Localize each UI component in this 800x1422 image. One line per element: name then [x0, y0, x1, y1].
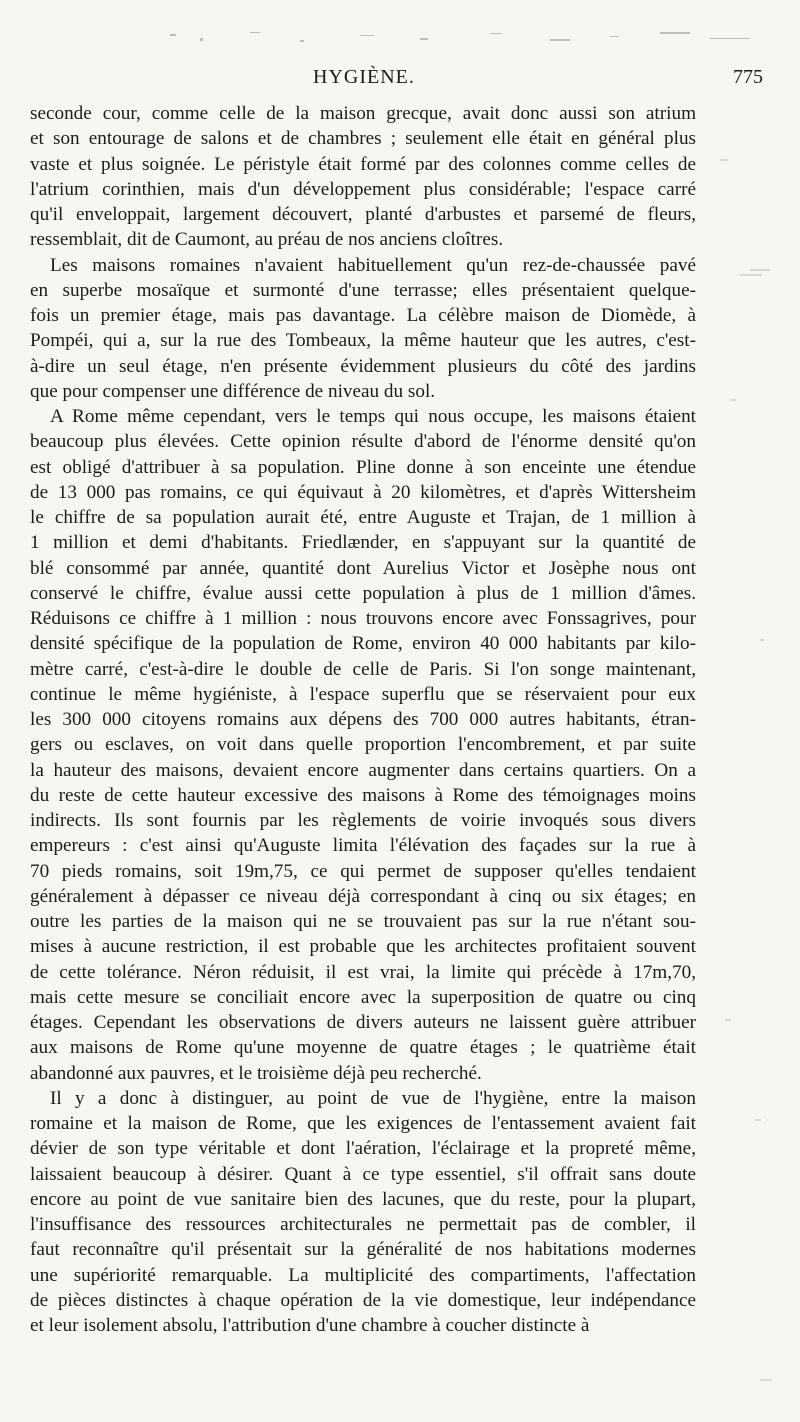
text-line: Il y a donc à distinguer, au point de vue de l'hygiène, entre la maison: [50, 1087, 696, 1109]
text-line: le chiffre de sa population aurait été, entre Auguste et Trajan, de 1 million à: [30, 507, 696, 528]
text-line: continue le même hygiéniste, à l'espace superflu que se réservaient pour eux: [30, 683, 696, 705]
text-line: Réduisons ce chiffre à 1 million : nous trouvons encore avec Fonssagrives, pour: [30, 608, 696, 629]
text-line: laissaient beaucoup à désirer. Quant à ce type essentiel, s'il offrait sans doute: [30, 1163, 696, 1185]
text-line: généralement à dépasser ce niveau déjà correspondant à cinq ou six étages; en: [30, 885, 696, 907]
text-line: de 13 000 pas romains, ce qui équivaut à 20 kilomètres, et d'après Wittersheim: [30, 481, 696, 503]
text-line: gers ou esclaves, on voit dans quelle proportion l'encombrement, et par suite: [30, 734, 696, 756]
text-line: et son entourage de salons et de chambres ; seulement elle était en général plus: [30, 128, 696, 150]
text-line: vaste et plus soignée. Le péristyle était formé par des colonnes comme celles de: [30, 153, 696, 175]
text-line: faut reconnaître qu'il présentait sur la généralité de nos habitations modernes: [30, 1239, 696, 1261]
text-line: une supériorité remarquable. La multiplicité des compartiments, l'affectation: [30, 1264, 696, 1286]
text-line: 70 pieds romains, soit 19m,75, ce qui permet de supposer qu'elles tendaient: [30, 860, 696, 882]
text-line: densité spécifique de la population de Rome, environ 40 000 habitants par kilo-: [30, 633, 696, 655]
text-line: étages. Cependant les observations de divers auteurs ne laissent guère attribuer: [30, 1012, 696, 1033]
text-line: la hauteur des maisons, devaient encore augmenter dans certains quartiers. On a: [30, 759, 696, 781]
text-line: indirects. Ils sont fournis par les règlements de voirie invoqués sous divers: [30, 810, 696, 831]
text-line: de pièces distinctes à chaque opération de la vie domestique, leur indépendance: [30, 1289, 696, 1311]
text-line: mises à aucune restriction, il est probable que les architectes profitaient souvent: [30, 936, 696, 958]
text-line: seconde cour, comme celle de la maison grecque, avait donc aussi son atrium: [30, 103, 696, 124]
text-line: outre les parties de la maison qui ne se trouvaient pas sur la rue n'étant sou-: [30, 911, 696, 932]
text-line: l'insuffisance des ressources architecturales ne permettait pas de combler, il: [30, 1214, 696, 1235]
text-line: abandonné aux pauvres, et le troisième déjà peu recherché.: [30, 1062, 482, 1084]
text-line: de cette tolérance. Néron réduisit, il est vrai, la limite qui précède à 17m,70,: [30, 961, 696, 983]
text-line: en superbe mosaïque et surmonté d'une terrasse; elles présentaient quelque-: [30, 279, 696, 301]
text-line: l'atrium corinthien, mais d'un développement plus considérable; l'espace carré: [30, 178, 696, 200]
text-line: est obligé d'attribuer à sa population. Pline donne à son enceinte une étendue: [30, 456, 696, 478]
body-text: [30, 101, 696, 1338]
paragraph: [30, 404, 696, 1086]
text-line: à-dire un seul étage, n'en présente évidemment plusieurs du côté des jardins: [30, 355, 696, 377]
text-line: que pour compenser une différence de niveau du sol.: [30, 380, 436, 402]
paragraph: [30, 253, 696, 405]
text-line: A Rome même cependant, vers le temps qui nous occupe, les maisons étaient: [50, 406, 696, 427]
text-line: romaine et la maison de Rome, que les exigences de l'entassement avaient fait: [30, 1113, 696, 1134]
text-line: blé consommé par année, quantité dont Aurelius Victor et Josèphe nous ont: [30, 557, 696, 579]
text-line: fois un premier étage, mais pas davantage. La célèbre maison de Diomède, à: [30, 305, 696, 326]
text-line: Les maisons romaines n'avaient habituellement qu'un rez-de-chaussée pavé: [50, 254, 696, 276]
text-line: dévier de son type véritable et dont l'aération, l'éclairage et la propreté même,: [30, 1138, 696, 1160]
text-line: conservé le chiffre, évalue aussi cette population à plus de 1 million d'âmes.: [30, 582, 696, 604]
text-line: du reste de cette hauteur excessive des maisons à Rome des témoignages moins: [30, 784, 696, 806]
scan-noise-top: [160, 26, 760, 50]
paragraph: [30, 1086, 696, 1339]
page-number: 775: [733, 66, 763, 88]
text-line: mais cette mesure se conciliait encore avec la superposition de quatre ou cinq: [30, 986, 696, 1008]
text-line: empereurs : c'est ainsi qu'Auguste limita l'élévation des façades sur la rue à: [30, 835, 696, 857]
text-line: aux maisons de Rome qu'une moyenne de quatre étages ; le quatrième était: [30, 1037, 696, 1059]
text-line: les 300 000 citoyens romains aux dépens des 700 000 autres habitants, étran-: [30, 709, 696, 730]
text-line: Pompéi, qui a, sur la rue des Tombeaux, la même hauteur que les autres, c'est-: [30, 330, 696, 352]
text-line: encore au point de vue sanitaire bien des lacunes, que du reste, pour la plupart,: [30, 1188, 696, 1210]
text-line: mètre carré, c'est-à-dire le double de celle de Paris. Si l'on songe maintenant,: [30, 658, 696, 680]
text-line: qu'il enveloppait, largement découvert, planté d'arbustes et parsemé de fleurs,: [30, 204, 696, 225]
text-line: 1 million et demi d'habitants. Friedlænder, en s'appuyant sur la quantité de: [30, 532, 696, 554]
paragraph: [30, 101, 696, 253]
text-line: et leur isolement absolu, l'attribution d'une chambre à coucher distincte à: [30, 1315, 590, 1336]
page-header: [0, 66, 800, 96]
running-title: HYGIÈNE.: [313, 66, 415, 88]
text-line: beaucoup plus élevées. Cette opinion résulte d'abord de l'énorme densité qu'on: [30, 431, 696, 453]
scan-noise-margin: [700, 120, 780, 1400]
text-line: ressemblait, dit de Caumont, au préau de nos anciens cloîtres.: [30, 229, 504, 251]
